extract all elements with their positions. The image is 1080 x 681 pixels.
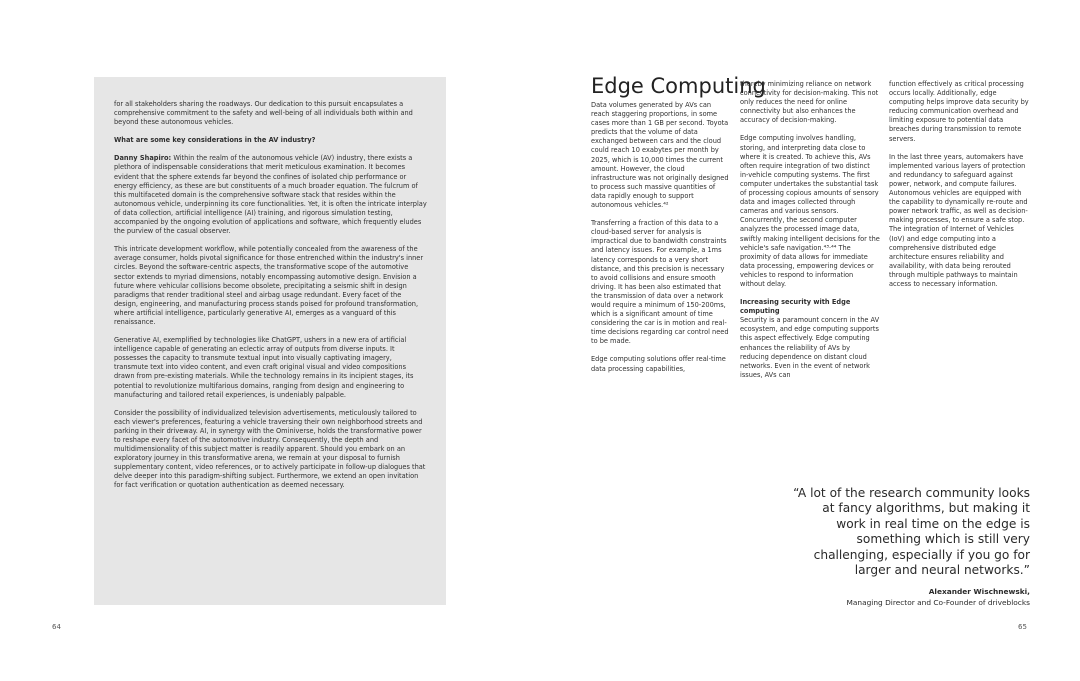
column-3: [889, 80, 1029, 298]
col2-paragraph-3: Security is a paramount concern in the AV ecosystem, and edge computing supports this aspect effectively. Edge computing enhances the reliability of AVs by reducing dependence on distant cloud networks. Even in the event of network issues, AVs can: [740, 316, 880, 379]
quote-role: Managing Director and Co-Founder of driveblocks: [846, 598, 1030, 607]
col3-paragraph-2: In the last three years, automakers have implemented various layers of protection and redundancy to safeguard against power, network, and compute failures. Autonomous vehicles are equipped with the capability to dynamically re-route and power network traffic, as well as decision-making processes, to ensure a safe stop. The integration of Internet of Vehicles (IoV) and edge computing into a comprehensive distributed edge architecture ensures reliability and availability, with data being rerouted through multiple pathways to maintain access to necessary information.: [889, 152, 1028, 288]
col1-paragraph-3: Edge computing solutions offer real-time data processing capabilities,: [591, 355, 726, 373]
speaker-name: Danny Shapiro:: [114, 154, 172, 163]
pull-quote: “A lot of the research community looks at fancy algorithms, but making it work in real time on the edge is something which is still very challenging, especially if you go for larger and neural networks.”: [793, 486, 1030, 578]
answer-paragraph-1: [114, 154, 427, 236]
column-1: [591, 101, 731, 383]
col1-paragraph-2: Transferring a fraction of this data to a cloud-based server for analysis is impractical due to bandwidth constraints and latency issues. For example, a 1ms latency corresponds to a very short distance, and this precision is necessary to avoid collisions and ensure smooth driving. It has been also estimated that the transmission of data over a network would require a minimum of 150-200ms, which is a significant amount of time considering the car is in motion and real-time decisions regarding car control need to be made.: [591, 219, 729, 346]
col3-paragraph-1: function effectively as critical processing occurs locally. Additionally, edge computing helps improve data security by reducing communication overhead and limiting exposure to potential data breaches during transmission to remote servers.: [889, 80, 1029, 143]
intro-paragraph: for all stakeholders sharing the roadways. Our dedication to this pursuit encapsulates a comprehensive commitment to the safety and well-being of all individuals both within and beyond these autonomous vehicles.: [114, 100, 413, 127]
column-2: [740, 80, 880, 389]
col1-paragraph-1: Data volumes generated by AVs can reach staggering proportions, in some cases more than 1 GB per second. Toyota predicts that the volume of data exchanged between cars and the cloud could reach 10 exabytes per month by 2025, which is 10,000 times the current amount. However, the cloud infrastructure was not originally designed to process such massive quantities of data rapidly enough to support autonomous vehicles.⁴²: [591, 101, 729, 210]
col2-paragraph-1: thereby minimizing reliance on network connectivity for decision-making. This not only reduces the need for online connectivity but also enhances the accuracy of decision-making.: [740, 80, 879, 125]
page-number-right: 65: [1018, 623, 1027, 631]
col2-paragraph-2: Edge computing involves handling, storing, and interpreting data close to where it is created. To achieve this, AVs often require integration of two distinct in-vehicle computing systems. The first computer undertakes the substantial task of processing copious amounts of sensory data and images collected through cameras and various sensors. Concurrently, the second computer analyzes the processed image data, swiftly making intelligent decisions for the vehicle's safe navigation.⁴³·⁴⁴ The proximity of data allows for immediate data processing, empowering devices or vehicles to respond to information without delay.: [740, 134, 880, 288]
section-title: Edge Computing: [591, 74, 766, 98]
interview-question: What are some key considerations in the AV industry?: [114, 136, 316, 145]
answer-paragraph-4: Consider the possibility of individualized television advertisements, meticulously tailored to each viewer's preferences, featuring a vehicle traversing their own neighborhood streets and parking in their driveway. AI, in synergy with the Ominiverse, holds the transformative power to reshape every facet of the automotive industry. Consequently, the depth and multidimensionality of this subject matter is readily apparent. Should you embark on an exploratory journey in this transformative arena, we remain at your disposal to furnish supplementary content, video references, or to actively participate in follow-up dialogues that delve deeper into this paradigm-shifting subject. Furthermore, we extend an open invitation for fact verification or quotation authentication as deemed necessary.: [114, 408, 426, 490]
answer-text: Within the realm of the autonomous vehicle (AV) industry, there exists a plethora of indispensable considerations that merit meticulous examination. It becomes evident that the sphere extends far beyond the confines of isolated chip performance or energy efficiency, as these are but constituents of a much broader equation. The fulcrum of this multifaceted domain is the comprehensive software stack that resides within the autonomous vehicle, underpinning its core functionalities. Yet, it is often the intricate interplay of data collection, artificial intelligence (AI) training, and rigorous simulation testing, accompanied by the ongoing evolution of applications and software, which frequently eludes the purview of the casual observer.: [114, 154, 427, 236]
col2-subheading: Increasing security with Edge computing: [740, 298, 851, 316]
quote-author: Alexander Wischnewski,: [928, 587, 1030, 596]
page-number-left: 64: [52, 623, 61, 631]
interview-text: [114, 100, 427, 500]
answer-paragraph-3: Generative AI, exemplified by technologies like ChatGPT, ushers in a new era of artificial intelligence capable of generating an eclectic array of outputs from diverse inputs. It possesses the capacity to transmute textual input into visually captivating imagery, transmute text into video content, and even craft original visual and video compositions drawn from pre-existing materials. While the technology remains in its incipient stages, its potential to revolutionize multifarious domains, ranging from design and engineering to manufacturing and tailored retail experiences, is undeniably palpable.: [114, 336, 414, 399]
answer-paragraph-2: This intricate development workflow, while potentially concealed from the awareness of the average consumer, holds pivotal significance for those entrenched within the industry's inner circles. Beyond the software-centric aspects, the transformative scope of the automotive sector extends to myriad dimensions, notably encompassing automotive design. Envision a future where vehicular collisions become obsolete, precipitating a seismic shift in design paradigms that render traditional steel and airbag usage redundant. Every facet of the design, engineering, and manufacturing process stands poised for profound transformation, where artificial intelligence, particularly generative AI, emerges as a vanguard of this renaissance.: [114, 245, 424, 326]
